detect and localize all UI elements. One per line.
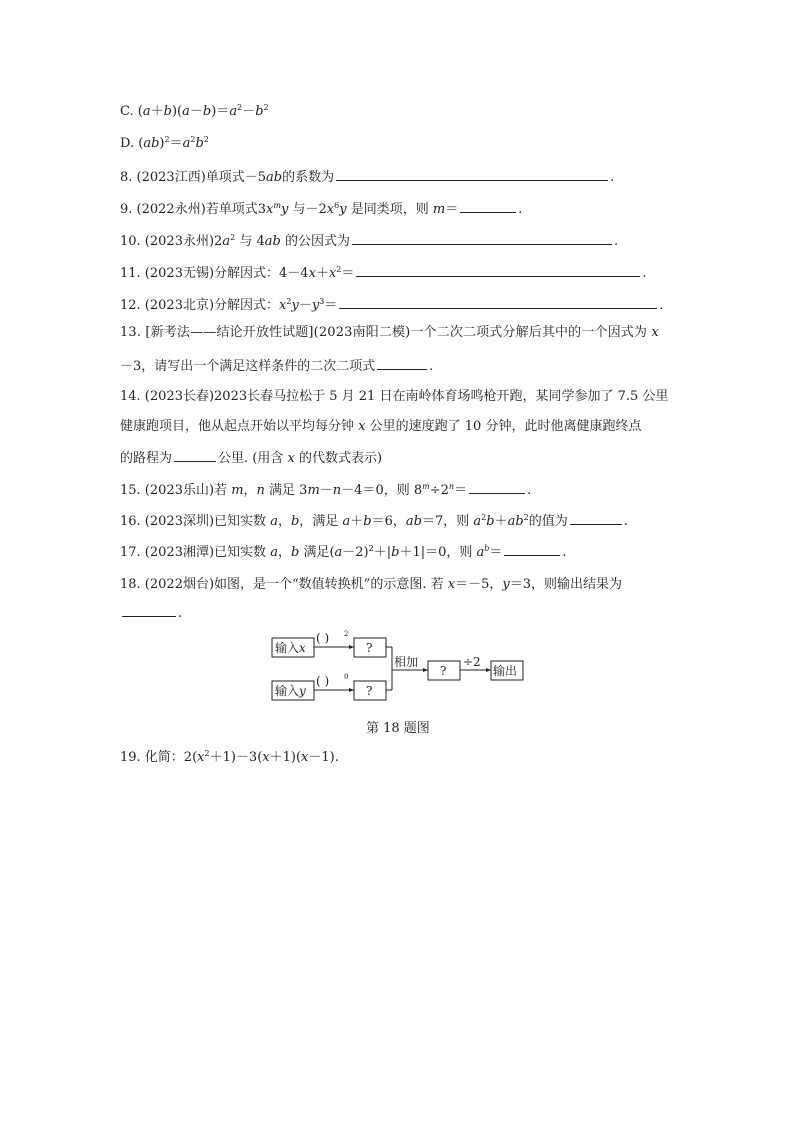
question-19: 19. 化简：$2(x^2+1)-3(x+1)(x-1)$. [120, 749, 339, 765]
answer-blank[interactable] [460, 200, 516, 213]
question-text: 16. (2023深圳)已知实数 [120, 514, 267, 529]
add-label: 相加 [394, 655, 419, 669]
question-text: ＝ [445, 202, 459, 217]
unknown-mark: ? [440, 664, 447, 678]
question-18-blank-line: . [120, 604, 182, 622]
option-label: D. [120, 136, 135, 151]
question-9: 9. (2022永州)若单项式$3x^my$ 与$-2x^6y$ 是同类项，则 m＝ . [120, 201, 523, 217]
question-text: 10. (2023永州)2 [120, 234, 223, 249]
question-13-line-2 [120, 357, 433, 375]
question-13-line-1: 13. [新考法——结论开放性试题](2023南阳二模)一个二次二项式分解后其中的一个因式为 x [120, 325, 659, 340]
question-text: 19. 化简：2( [120, 750, 198, 765]
question-text: ＝6， [371, 514, 406, 529]
square-op-power: 2 [344, 630, 349, 638]
question-8: 8. (2023江西)单项式－5ab的系数为 . [120, 170, 615, 185]
question-14-line-1 [120, 389, 668, 405]
arrow-head [349, 688, 354, 692]
question-text: 满足 3 [269, 483, 308, 498]
question-text: 18. (2022烟台)如图，是一个“数值转换机”的示意图. 若 [120, 577, 444, 592]
question-text: ＝－5， [455, 577, 503, 592]
answer-blank[interactable] [339, 296, 657, 309]
period: . [518, 202, 523, 217]
question-text: 与－2 [292, 202, 327, 217]
period: . [429, 359, 434, 374]
question-18: 18. (2022烟台)如图，是一个“数值转换机”的示意图. 若 x＝－5，y＝3，则输出结果为 [120, 577, 622, 592]
question-text: 8. (2023江西)单项式－5 [120, 170, 267, 185]
question-text: 的公因式为 [284, 234, 350, 249]
period: . [610, 170, 615, 185]
question-text: 满足( [303, 545, 335, 560]
square-op-label: ( ) [316, 631, 330, 645]
answer-blank[interactable] [570, 512, 622, 525]
period: . [527, 483, 532, 498]
question-text: ＋1)( [269, 750, 302, 765]
input-x-label: 输入x [275, 641, 306, 655]
question-text: 公里. (用含 [218, 451, 284, 466]
question-text: －2) [342, 545, 369, 560]
question-text: 15. (2023乐山)若 [120, 483, 228, 498]
conversion-machine-diagram [270, 630, 550, 710]
arrow-head [486, 668, 491, 672]
question-text: 17. (2023湘潭)已知实数 [120, 545, 267, 560]
question-text: 14. (2023长春)2023长春马拉松于 5 月 21 日在南岭体育场鸣枪开跑，某同学参加了 7.5 公里 [120, 389, 669, 404]
question-12: 12. (2023北京)分解因式：$x^2y-y^3=$ . [120, 297, 664, 313]
output-label: 输出 [493, 664, 518, 678]
answer-blank[interactable] [469, 481, 525, 494]
question-text: 满足 [312, 514, 339, 529]
input-y-label: 输入y [275, 684, 306, 698]
unknown-mark: ? [366, 641, 373, 655]
question-text: ＝3，则输出结果为 [509, 577, 622, 592]
question-text: 健康跑项目，他从起点开始以平均每分钟 [120, 419, 355, 434]
period: . [659, 298, 664, 313]
question-text: －4＝0，则 8 [341, 483, 423, 498]
answer-blank[interactable] [174, 449, 216, 462]
period: . [623, 514, 628, 529]
divide-label: ÷2 [463, 655, 481, 669]
question-text: ＋1|＝0，则 [399, 545, 473, 560]
arrow-head [349, 645, 354, 649]
question-text: 的值为 [528, 514, 568, 529]
answer-blank[interactable] [504, 543, 560, 556]
zero-op-label: ( ) [316, 674, 330, 688]
question-text: ＝7，则 [421, 514, 470, 529]
eq-sign: ＝ [216, 104, 230, 119]
period: . [562, 545, 567, 560]
arrow-head [423, 668, 428, 672]
question-14-line-3: 的路程为 公里. (用含 x 的代数式表示) [120, 451, 383, 466]
question-text: 与 4 [239, 234, 265, 249]
period: . [642, 266, 647, 281]
answer-blank[interactable] [377, 357, 427, 370]
question-14-line-2: 健康跑项目，他从起点开始以平均每分钟 x 公里的速度跑了 10 分钟，此时他离健康跑终点 [120, 419, 642, 434]
question-text: 11. (2023无锡)分解因式：4－4 [120, 266, 309, 281]
question-text: 的路程为 [120, 451, 173, 466]
question-text: －1). [308, 750, 339, 765]
option-c: C. $(a+b)(a-b)=a^2-b^2$ [120, 103, 269, 119]
question-17: 17. (2023湘潭)已知实数 a，b 满足$(a-2)^2+|b+1|=0$，则 $a^b=$ . [120, 544, 567, 560]
zero-op-power: 0 [344, 673, 349, 681]
question-text: 13. [新考法——结论开放性试题](2023南阳二模)一个二次二项式分解后其中的一个因式为 [120, 325, 648, 340]
question-10: 10. (2023永州)$2a^2$ 与 4ab 的公因式为 . [120, 233, 619, 249]
question-text: 9. (2022永州)若单项式3 [120, 202, 267, 217]
question-11: 11. (2023无锡)分解因式：$4-4x+x^2=$ . [120, 265, 647, 281]
answer-blank[interactable] [336, 168, 608, 181]
option-d: D. $(ab)^2=a^2b^2$ [120, 135, 209, 151]
question-text: 12. (2023北京)分解因式： [120, 298, 280, 313]
question-text: ＋1)－3( [209, 750, 263, 765]
question-15: 15. (2023乐山)若 m，n 满足 3m－n－4＝0，则 $8^m\div 2^n=$ . [120, 482, 532, 498]
question-16: 16. (2023深圳)已知实数 a，b，满足 a＋b＝6，ab＝7，则 $a^2b+ab^2$的值为 . [120, 513, 628, 529]
option-label: C. [120, 104, 134, 119]
question-text: 的代数式表示) [298, 451, 383, 466]
question-text: －3，请写出一个满足这样条件的二次二项式 [120, 359, 376, 374]
question-text: 的系数为 [282, 170, 335, 185]
question-text: 公里的速度跑了 10 分钟，此时他离健康跑终点 [369, 419, 642, 434]
question-text: ＋| [373, 545, 392, 560]
period: . [613, 234, 619, 249]
answer-blank[interactable] [122, 604, 176, 617]
answer-blank[interactable] [356, 264, 640, 277]
answer-blank[interactable] [352, 232, 612, 245]
figure-caption: 第 18 题图 [366, 721, 430, 736]
question-text: 是同类项，则 [350, 202, 429, 217]
unknown-mark: ? [366, 684, 373, 698]
